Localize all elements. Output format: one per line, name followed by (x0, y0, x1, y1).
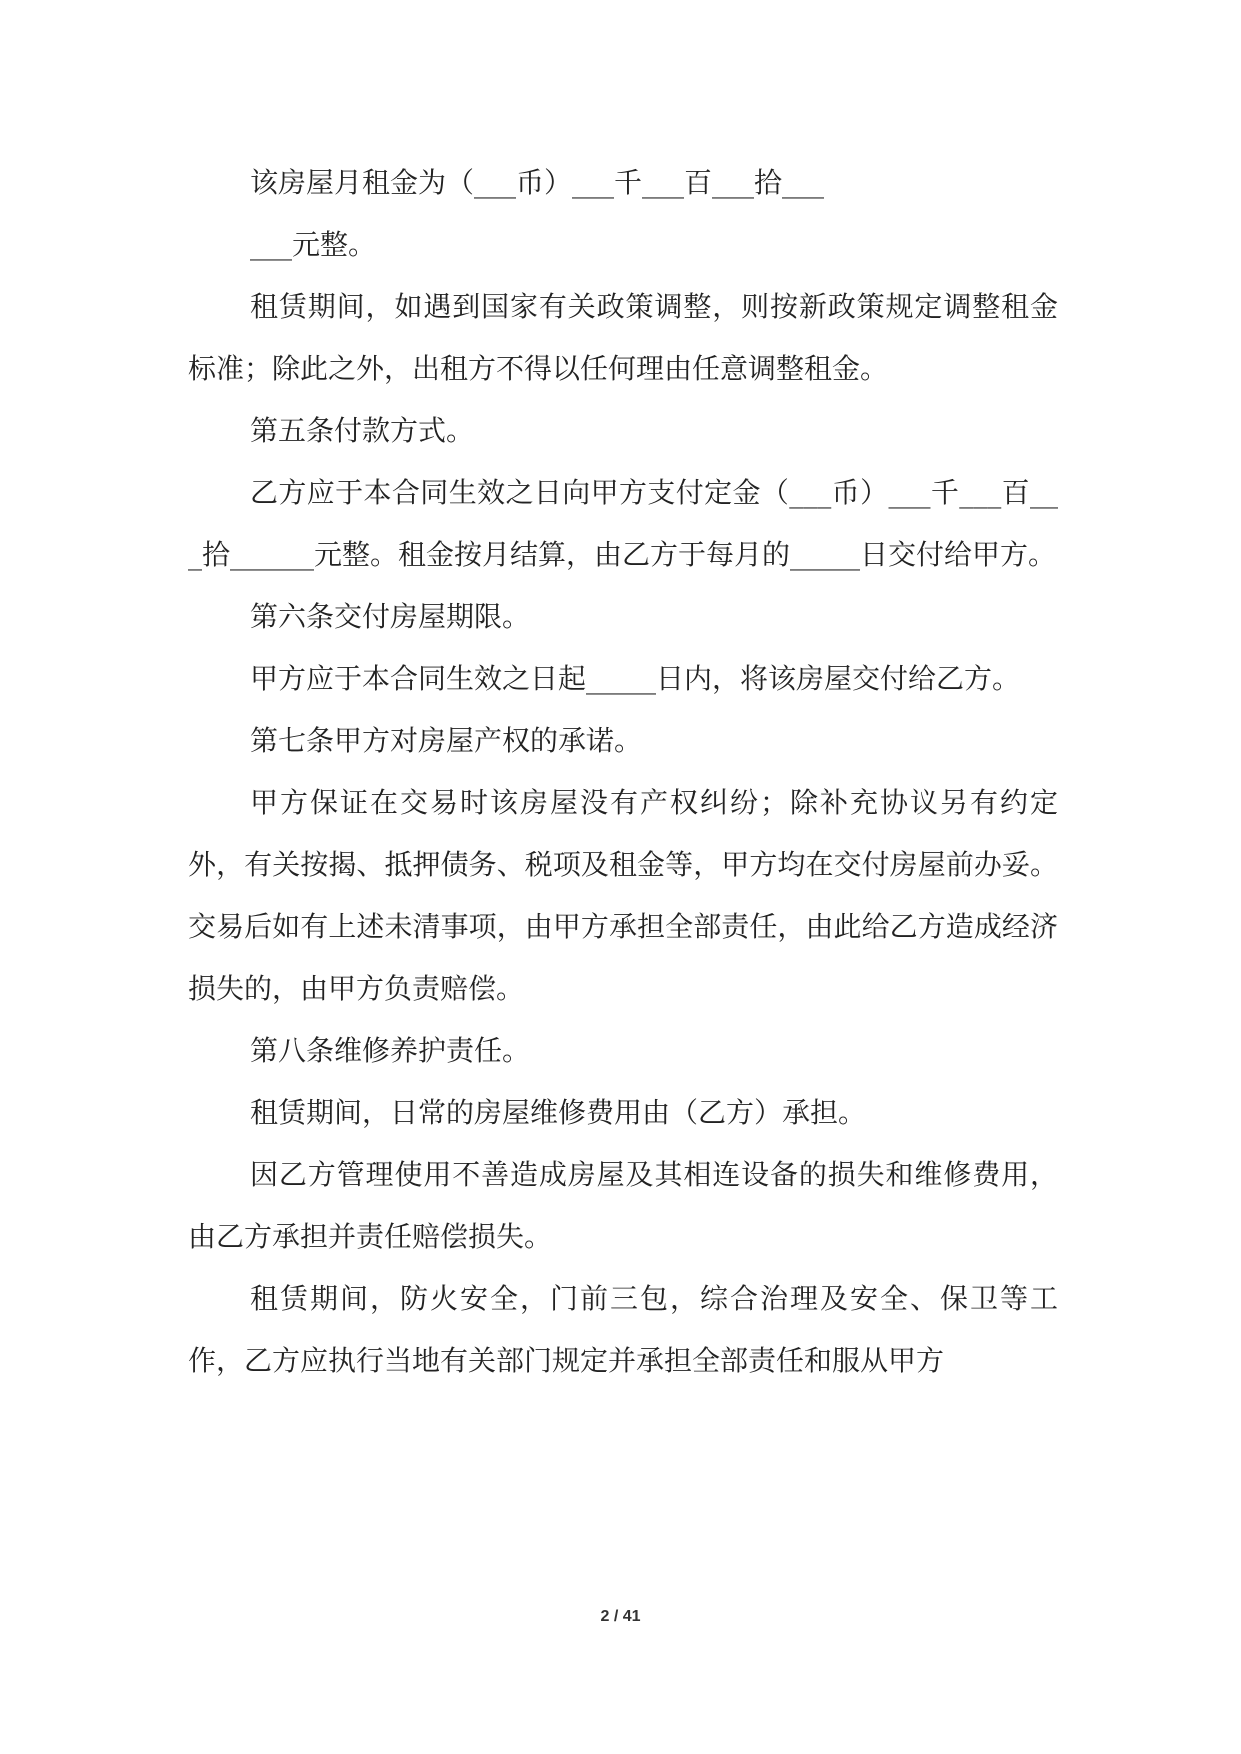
paragraph-rent-continued: ___元整。 (250, 228, 377, 261)
paragraph-property-rights: 甲方保证在交易时该房屋没有产权纠纷；除补充协议另有约定外，有关按揭、抵押债务、税项及租金等，甲方均在交付房屋前办妥。交易后如有上述未清事项，由甲方承担全部责任，由此给乙方造成经济损失的，由甲方负责赔偿。 (188, 786, 1058, 1005)
page-number: 2 / 41 (600, 1608, 641, 1625)
heading-article-7: 第七条甲方对房屋产权的承诺。 (250, 724, 643, 757)
document-body (188, 152, 1058, 1392)
paragraph-damage-liability: 因乙方管理使用不善造成房屋及其相连设备的损失和维修费用，由乙方承担并责任赔偿损失。 (188, 1158, 1058, 1253)
paragraph-maintenance: 租赁期间，日常的房屋维修费用由（乙方）承担。 (250, 1096, 867, 1129)
paragraph-monthly-rent: 该房屋月租金为（___币）___千___百___拾___ (250, 166, 825, 199)
heading-article-6: 第六条交付房屋期限。 (250, 600, 531, 633)
paragraph-safety: 租赁期间，防火安全，门前三包，综合治理及安全、保卫等工作，乙方应执行当地有关部门规定并承担全部责任和服从甲方 (188, 1282, 1058, 1377)
heading-article-8: 第八条维修养护责任。 (250, 1034, 531, 1067)
paragraph-delivery: 甲方应于本合同生效之日起_____日内，将该房屋交付给乙方。 (250, 662, 1021, 695)
heading-article-5: 第五条付款方式。 (250, 414, 475, 447)
paragraph-rent-adjustment: 租赁期间，如遇到国家有关政策调整，则按新政策规定调整租金标准；除此之外，出租方不得以任何理由任意调整租金。 (188, 290, 1058, 385)
paragraph-payment: 乙方应于本合同生效之日向甲方支付定金（___币）___千___百___拾______元整。租金按月结算，由乙方于每月的_____日交付给甲方。 (188, 476, 1058, 571)
